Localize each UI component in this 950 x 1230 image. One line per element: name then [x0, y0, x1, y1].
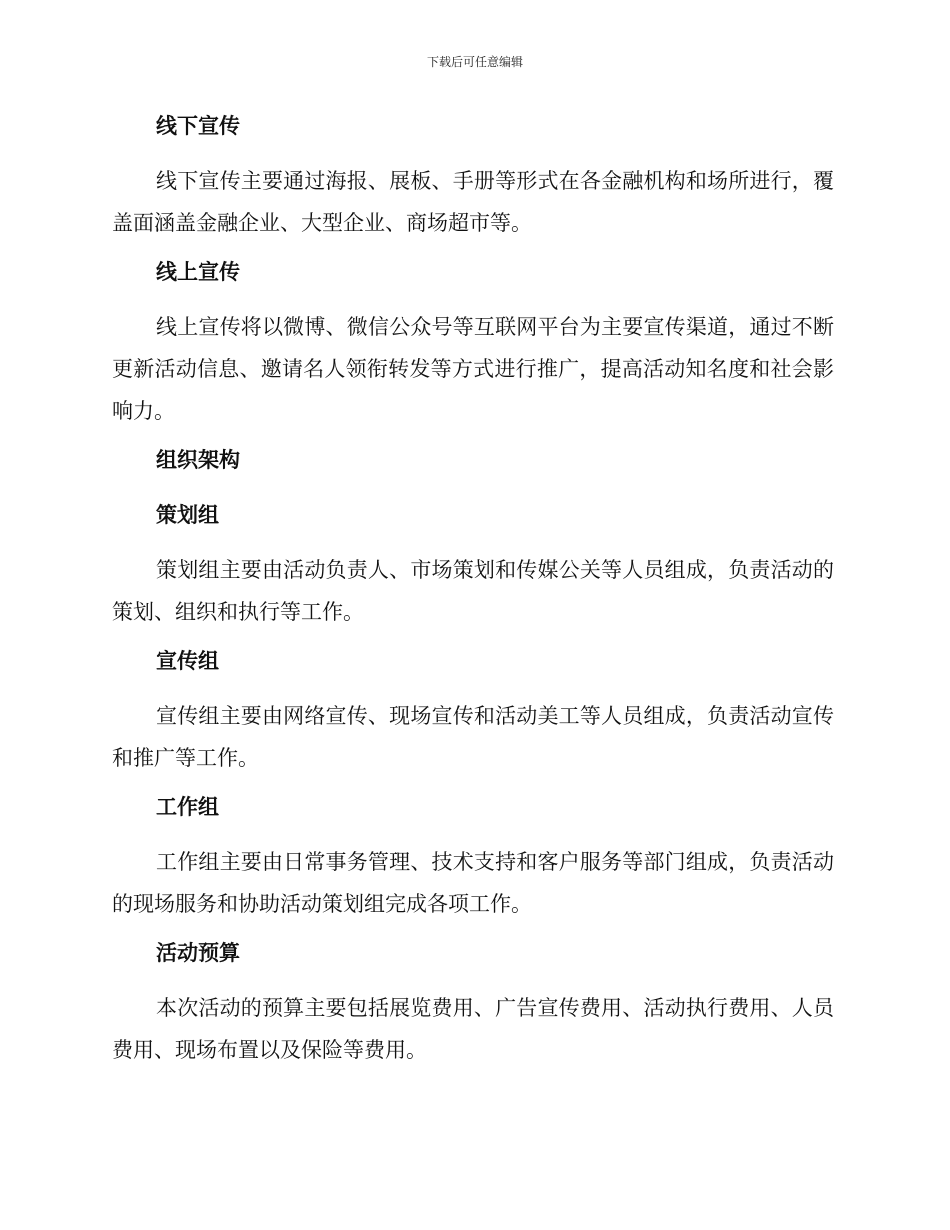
page-header: 下载后可任意编辑 — [426, 55, 523, 69]
paragraph-offline-promotion: 线下宣传主要通过海报、展板、手册等形式在各金融机构和场所进行，覆盖面涵盖金融企业、大型企业、商场超市等。 — [112, 169, 834, 235]
section-heading-online-promotion: 线上宣传 — [156, 260, 240, 284]
paragraph-planning-group: 策划组主要由活动负责人、市场策划和传媒公关等人员组成，负责活动的策划、组织和执行等工作。 — [112, 558, 834, 624]
paragraph-budget: 本次活动的预算主要包括展览费用、广告宣传费用、活动执行费用、人员费用、现场布置以及保险等费用。 — [112, 996, 834, 1062]
paragraph-publicity-group: 宣传组主要由网络宣传、现场宣传和活动美工等人员组成，负责活动宣传和推广等工作。 — [112, 704, 834, 770]
paragraph-online-promotion: 线上宣传将以微博、微信公众号等互联网平台为主要宣传渠道，通过不断更新活动信息、邀请名人领衔转发等方式进行推广，提高活动知名度和社会影响力。 — [112, 315, 834, 423]
paragraph-work-group: 工作组主要由日常事务管理、技术支持和客户服务等部门组成，负责活动的现场服务和协助活动策划组完成各项工作。 — [112, 850, 834, 916]
section-heading-work-group: 工作组 — [156, 795, 219, 819]
section-heading-budget: 活动预算 — [156, 941, 240, 965]
section-heading-publicity-group: 宣传组 — [156, 649, 219, 673]
section-heading-planning-group: 策划组 — [156, 503, 219, 527]
section-heading-offline-promotion: 线下宣传 — [156, 114, 240, 138]
section-heading-organization: 组织架构 — [156, 448, 240, 472]
document-body — [112, 108, 834, 1081]
